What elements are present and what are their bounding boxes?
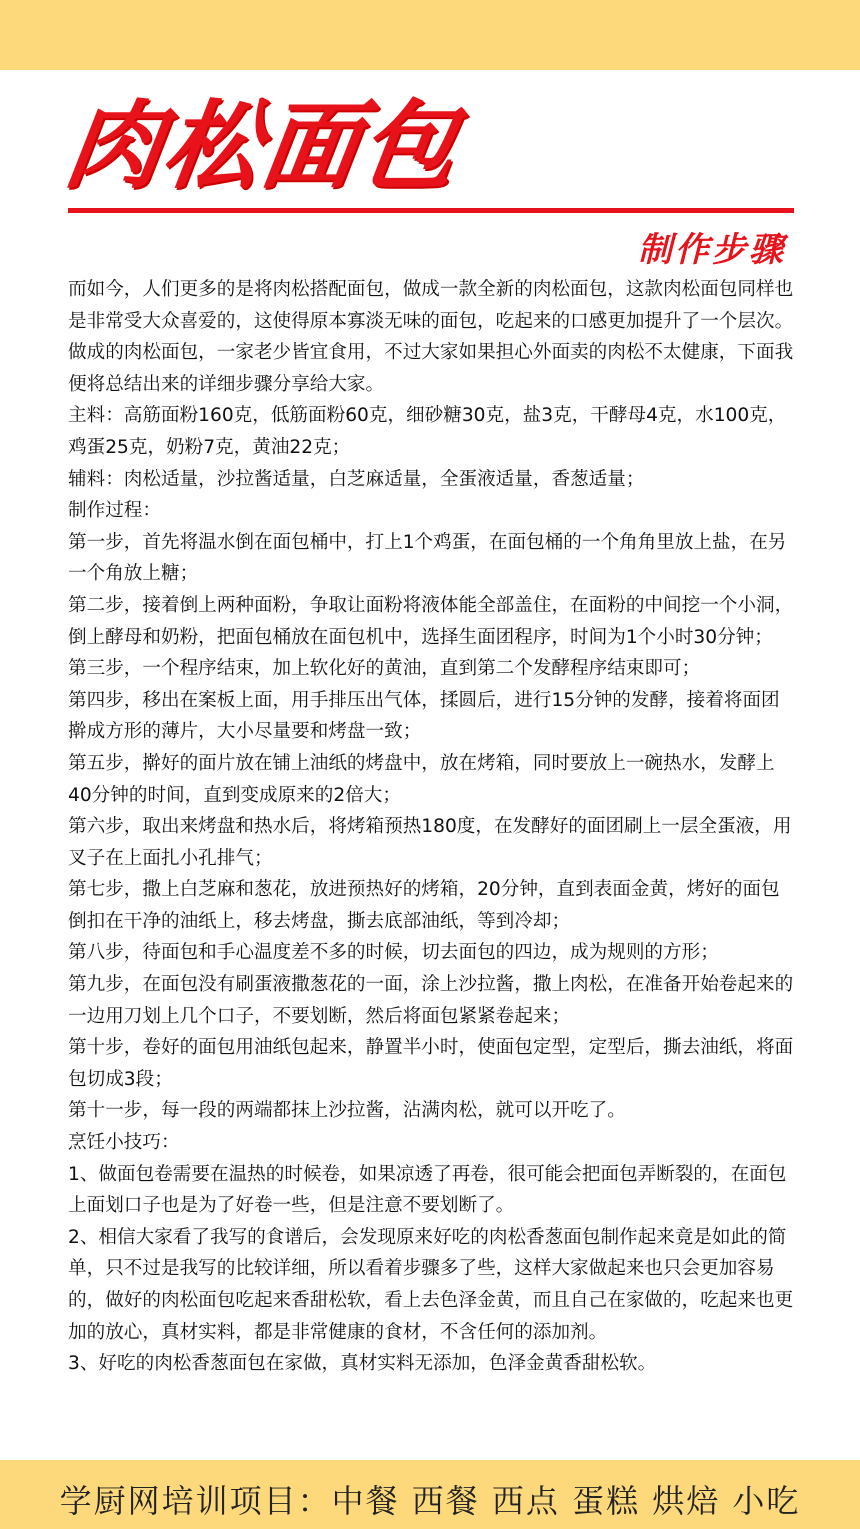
tips-heading: 烹饪小技巧： xyxy=(68,1132,180,1154)
step-2: 第二步，接着倒上两种面粉，争取让面粉将液体能全部盖住，在面粉的中间挖一个小洞，倒上酵母和奶粉，把面包桶放在面包机中，选择生面团程序，时间为1个小时30分钟； xyxy=(68,594,794,648)
step-5: 第五步，擀好的面片放在铺上油纸的烤盘中，放在烤箱，同时要放上一碗热水，发酵上40分钟的时间，直到变成原来的2倍大； xyxy=(68,752,775,806)
top-banner xyxy=(0,0,860,70)
step-8: 第八步，待面包和手心温度差不多的时候，切去面包的四边，成为规则的方形； xyxy=(68,942,719,964)
step-6: 第六步，取出来烤盘和热水后，将烤箱预热180度，在发酵好的面团刷上一层全蛋液，用叉子在上面扎小孔排气； xyxy=(68,816,792,869)
step-4: 第四步，移出在案板上面，用手排压出气体，揉圆后，进行15分钟的发酵，接着将面团擀成方形的薄片，大小尽量要和烤盘一致； xyxy=(68,689,780,743)
footer-banner xyxy=(0,1460,860,1529)
page-title: 肉松面包 xyxy=(58,90,466,202)
auxiliary-ingredients: 辅料：肉松适量，沙拉酱适量，白芝麻适量，全蛋液适量，香葱适量； xyxy=(68,468,645,490)
step-10: 第十步，卷好的面包用油纸包起来，静置半小时，使面包定型，定型后，撕去油纸，将面包切成3段； xyxy=(68,1037,794,1090)
main-ingredients: 主料：高筋面粉160克，低筋面粉60克，细砂糖30克，盐3克，干酵母4克，水100克，鸡蛋25克，奶粉7克，黄油22克； xyxy=(68,405,787,458)
title-divider xyxy=(68,208,794,213)
step-1: 第一步，首先将温水倒在面包桶中，打上1个鸡蛋，在面包桶的一个角角里放上盐，在另一个角放上糖； xyxy=(68,531,787,585)
footer-text: 学厨网培训项目：中餐 西餐 西点 蛋糕 烘焙 小吃 xyxy=(59,1482,801,1520)
tip-2: 2、相信大家看了我写的食谱后，会发现原来好吃的肉松香葱面包制作起来竟是如此的简单，只不过是我写的比较详细，所以看着步骤多了些，这样大家做起来也只会更加容易的，做好的肉松面包吃起来香甜松软，看上去色泽金黄，而且自己在家做的，吃起来也更加的放心，真材实料，都是非常健康的食材，不含任何的添加剂。 xyxy=(68,1226,794,1343)
tip-3: 3、好吃的肉松香葱面包在家做，真材实料无添加，色泽金黄香甜松软。 xyxy=(68,1353,657,1375)
intro-paragraph: 而如今，人们更多的是将肉松搭配面包，做成一款全新的肉松面包，这款肉松面包同样也是非常受大众喜爱的，这使得原本寡淡无味的面包，吃起来的口感更加提升了一个层次。做成的肉松面包，一家老少皆宜食用，不过大家如果担心外面卖的肉松不太健康，下面我便将总结出来的详细步骤分享给大家。 xyxy=(68,279,794,395)
step-11: 第十一步，每一段的两端都抹上沙拉酱，沾满肉松，就可以开吃了。 xyxy=(68,1100,626,1122)
page-subtitle: 制作步骤 xyxy=(638,230,786,270)
process-heading: 制作过程： xyxy=(68,500,161,522)
step-9: 第九步，在面包没有刷蛋液撒葱花的一面，涂上沙拉酱，撒上肉松，在准备开始卷起来的一边用刀划上几个口子，不要划断，然后将面包紧紧卷起来； xyxy=(68,974,794,1027)
step-3: 第三步，一个程序结束，加上软化好的黄油，直到第二个发酵程序结束即可； xyxy=(68,658,701,680)
tip-1: 1、做面包卷需要在温热的时候卷，如果凉透了再卷，很可能会把面包弄断裂的，在面包上面划口子也是为了好卷一些，但是注意不要划断了。 xyxy=(68,1163,787,1217)
step-7: 第七步，撒上白芝麻和葱花，放进预热好的烤箱，20分钟，直到表面金黄，烤好的面包倒扣在干净的油纸上，移去烤盘，撕去底部油纸，等到冷却； xyxy=(68,879,780,932)
article-body xyxy=(68,274,796,1380)
